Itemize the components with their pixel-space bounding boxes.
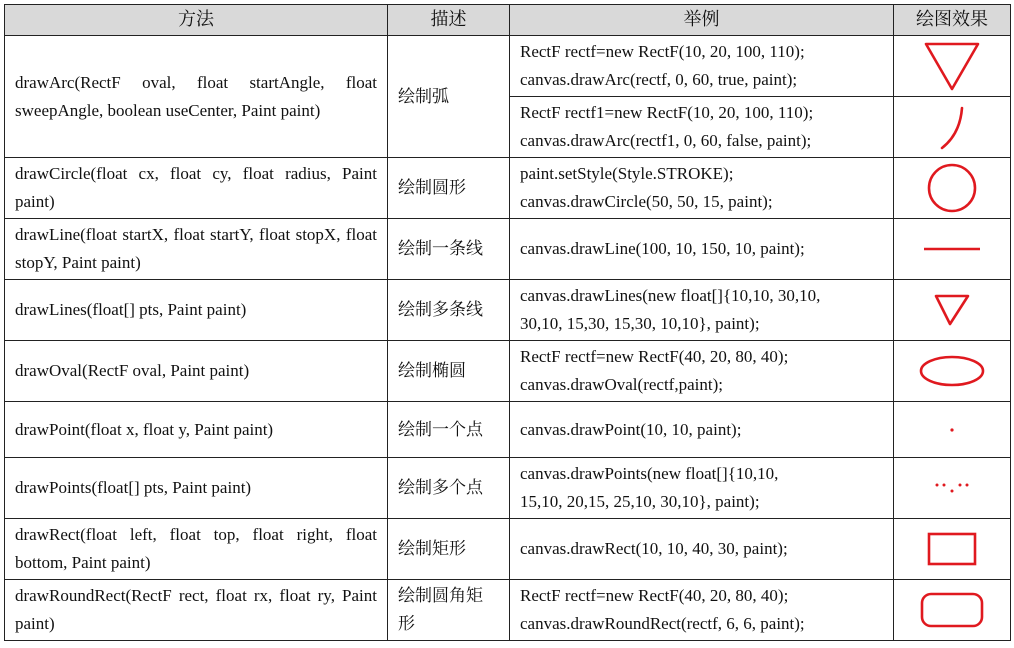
example-cell [510, 402, 894, 458]
effect-cell [894, 341, 1011, 402]
method-cell: drawArc(RectF oval, float startAngle, float sweepAngle, boolean useCenter, Paint paint) [5, 36, 388, 158]
code-line: canvas.drawLine(100, 10, 150, 10, paint); [520, 239, 805, 258]
triangle-icon [932, 290, 972, 330]
example-cell [510, 458, 894, 519]
example-cell [510, 580, 894, 641]
desc-cell: 绘制矩形 [388, 519, 510, 580]
desc-cell: 绘制弧 [388, 36, 510, 158]
effect-cell [894, 402, 1011, 458]
example-cell [510, 97, 894, 158]
table-row [5, 402, 1011, 458]
table-row [5, 458, 1011, 519]
table-row [5, 36, 1011, 97]
header-effect: 绘图效果 [894, 5, 1011, 36]
code-line: RectF rectf=new RectF(40, 20, 80, 40); [520, 586, 789, 605]
example-cell [510, 219, 894, 280]
method-cell: drawRoundRect(RectF rect, float rx, float ry, Paint paint) [5, 580, 388, 641]
canvas-methods-table [4, 4, 1011, 641]
header-method: 方法 [5, 5, 388, 36]
table-row [5, 341, 1011, 402]
method-cell: drawRect(float left, float top, float right, float bottom, Paint paint) [5, 519, 388, 580]
example-cell [510, 280, 894, 341]
code-line: canvas.drawCircle(50, 50, 15, paint); [520, 192, 773, 211]
table-row [5, 519, 1011, 580]
oval-icon [917, 353, 987, 389]
effect-cell [894, 519, 1011, 580]
example-cell [510, 158, 894, 219]
code-line: 30,10, 15,30, 15,30, 10,10}, paint); [520, 314, 760, 333]
code-line: canvas.drawRect(10, 10, 40, 30, paint); [520, 539, 788, 558]
effect-cell [894, 280, 1011, 341]
header-example: 举例 [510, 5, 894, 36]
code-line: RectF rectf=new RectF(40, 20, 80, 40); [520, 347, 789, 366]
example-cell [510, 519, 894, 580]
header-row [5, 5, 1011, 36]
effect-cell [894, 580, 1011, 641]
effect-cell [894, 458, 1011, 519]
table-row [5, 219, 1011, 280]
desc-cell: 绘制圆形 [388, 158, 510, 219]
method-cell: drawPoints(float[] pts, Paint paint) [5, 458, 388, 519]
desc-cell: 绘制多个点 [388, 458, 510, 519]
code-line: canvas.drawLines(new float[]{10,10, 30,10, [520, 286, 821, 305]
code-line: 15,10, 20,15, 25,10, 30,10}, paint); [520, 492, 760, 511]
table-row [5, 580, 1011, 641]
table-row [5, 280, 1011, 341]
code-line: canvas.drawArc(rectf1, 0, 60, false, paint); [520, 131, 812, 150]
desc-cell: 绘制椭圆 [388, 341, 510, 402]
example-cell [510, 341, 894, 402]
method-cell: drawOval(RectF oval, Paint paint) [5, 341, 388, 402]
round-rect-icon [919, 591, 985, 629]
effect-cell [894, 97, 1011, 158]
table-row [5, 158, 1011, 219]
method-cell: drawCircle(float cx, float cy, float radius, Paint paint) [5, 158, 388, 219]
code-line: RectF rectf=new RectF(10, 20, 100, 110); [520, 42, 805, 61]
code-line: paint.setStyle(Style.STROKE); [520, 164, 734, 183]
code-line: RectF rectf1=new RectF(10, 20, 100, 110); [520, 103, 814, 122]
effect-cell [894, 158, 1011, 219]
arc-with-center-icon [922, 39, 982, 93]
rect-icon [926, 531, 978, 567]
code-line: canvas.drawPoints(new float[]{10,10, [520, 464, 779, 483]
effect-cell [894, 219, 1011, 280]
points-icon [932, 480, 972, 496]
circle-icon [924, 160, 980, 216]
example-cell [510, 36, 894, 97]
code-line: canvas.drawPoint(10, 10, paint); [520, 419, 742, 439]
desc-cell: 绘制一条线 [388, 219, 510, 280]
header-desc: 描述 [388, 5, 510, 36]
desc-cell: 绘制一个点 [388, 402, 510, 458]
desc-cell: 绘制多条线 [388, 280, 510, 341]
method-cell: drawLines(float[] pts, Paint paint) [5, 280, 388, 341]
desc-cell: 绘制圆角矩形 [388, 580, 510, 641]
point-icon [947, 425, 957, 435]
code-line: canvas.drawRoundRect(rectf, 6, 6, paint); [520, 614, 805, 633]
code-line: canvas.drawArc(rectf, 0, 60, true, paint); [520, 70, 798, 89]
method-cell: drawLine(float startX, float startY, float stopX, float stopY, Paint paint) [5, 219, 388, 280]
code-line: canvas.drawOval(rectf,paint); [520, 375, 723, 394]
line-icon [921, 244, 983, 254]
effect-cell [894, 36, 1011, 97]
arc-without-center-icon [932, 100, 972, 154]
method-cell: drawPoint(float x, float y, Paint paint) [5, 402, 388, 458]
